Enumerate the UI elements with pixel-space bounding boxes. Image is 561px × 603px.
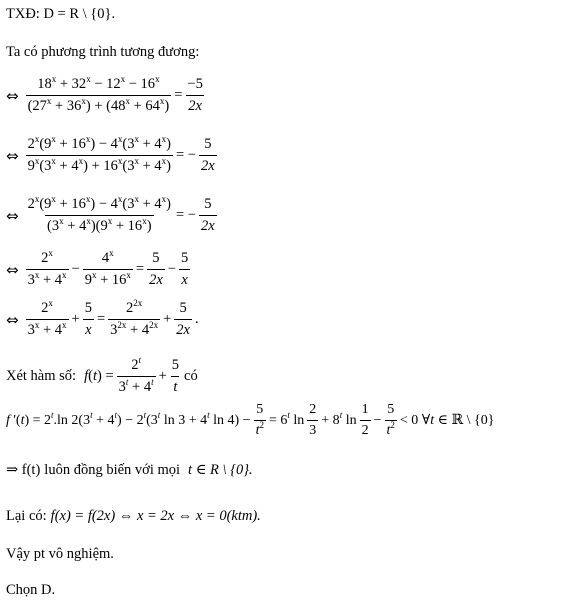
intro-line: Ta có phương trình tương đương: bbox=[6, 44, 200, 60]
equation-1: ⇔ $\frac{18^x + 32^x - 12^x - 16^x}{(27^x + 36^x) + (48^x + 64^x)}$ = $\frac{-5}{2x}$ bbox=[6, 74, 203, 114]
lai-co-label: Lại có: bbox=[6, 508, 47, 524]
answer-line: Chọn D. bbox=[6, 582, 56, 598]
equation-2: ⇔ $\frac{2^x(9^x + 16^x) - 4^x(3^x + 4^x)}{9^x(3^x + 4^x) + 16^x(3^x + 4^x)}$ = − $\frac{5}{2x}$ bbox=[6, 134, 215, 174]
xet-ham-so-suffix: có bbox=[184, 368, 198, 384]
lai-co-line bbox=[6, 508, 261, 525]
dong-bien-text: luôn đồng biến với mọi bbox=[44, 462, 181, 478]
equation-4: ⇔ $\frac{2^x}{3^x + 4^x}$ − $\frac{4^x}{9^x + 16^x}$ = $\frac{5}{2x}$ − $\frac{5}{x}$ bbox=[6, 248, 189, 288]
function-definition: Xét hàm số: f(t) = $\frac{2^t}{3^t + 4^t}$ + $\frac{5}{t}$ có bbox=[6, 355, 198, 395]
equation-5: ⇔ $\frac{2^x}{3^x + 4^x}$ + $\frac{5}{x}$ = $\frac{2^{2x}}{3^{2x} + 4^{2x}}$ + $\frac{5}{2x}$ . bbox=[6, 298, 199, 338]
derivative-line: f '$(t) = 2^t.\ln$ $2(3^t + 4^t) - 2^t(3^t$ $\ln 3 + 4^t$ ln 4) − $\frac{5}{t^2}$ = $6^t$ ln $\frac{2}{3}$ + $8^t$ ln $\frac{1}{2}$ − $\frac{5}{t^2}$ < 0 ∀t ∈ ℝ \ {0} bbox=[6, 402, 495, 438]
dong-bien-suffix: t ∈ R \ {0}. bbox=[188, 462, 253, 478]
eq1-fraction: $\frac{18^x + 32^x - 12^x - 16^x}{(27^x + 36^x) + (48^x + 64^x)}$ bbox=[27, 74, 170, 114]
lai-co-formula: f(x) = f(2x) ⇔ x = 2x ⇔ x = 0(ktm). bbox=[50, 508, 261, 524]
domain-line: TXĐ: D = R \ {0}. bbox=[6, 6, 116, 22]
dong-bien-prefix: ⇒ f(t) bbox=[6, 462, 41, 478]
monotonic-line bbox=[6, 462, 253, 479]
equation-3: ⇔ $\frac{2^x(9^x + 16^x) - 4^x(3^x + 4^x)}{(3^x + 4^x)(9^x + 16^x)}$ = − $\frac{5}{2x}$ bbox=[6, 194, 215, 234]
conclusion-line: Vậy pt vô nghiệm. bbox=[6, 546, 114, 562]
xet-ham-so-label: Xét hàm số: bbox=[6, 368, 77, 384]
